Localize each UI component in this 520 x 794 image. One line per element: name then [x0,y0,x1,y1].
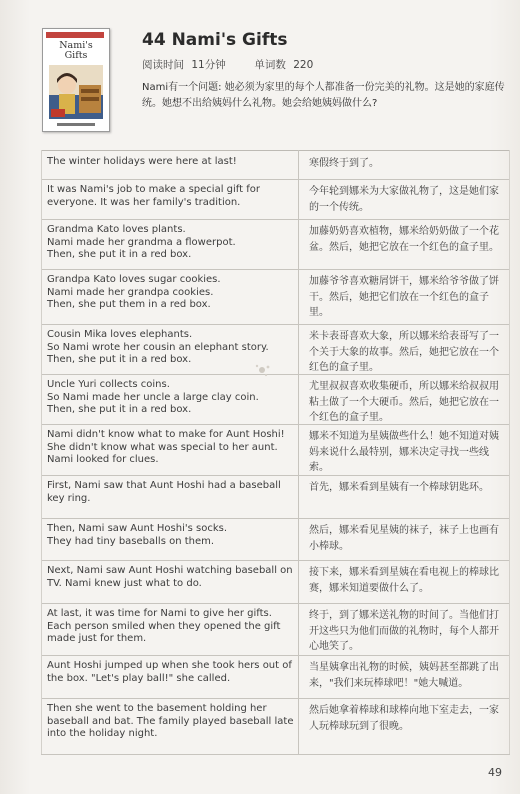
table-row [41,151,510,180]
chinese-text: 接下来，娜米看到星姨在看电视上的棒球比赛，娜米知道要做什么了。 [309,567,499,594]
english-text: The winter holidays were here at last! [47,156,237,167]
chinese-text: 当星姨拿出礼物的时候，姨妈甚至都跳了出来，"我们来玩棒球吧！"她大喊道。 [309,662,499,689]
cover-title-line2: Gifts [64,50,88,61]
reading-meta [142,57,317,72]
story-intro: Nami有一个问题: 她必须为家里的每个人都准备一份完美的礼物。这是她的家庭传统。她想不出给姨妈什么礼物。她会给她姨妈做什么? [142,82,505,109]
table-row [41,219,510,270]
chinese-text: 然后她拿着棒球和球棒向地下室走去，一家人玩棒球玩到了很晚。 [309,705,499,732]
chinese-text: 首先，娜米看到星姨有一个棒球钥匙环。 [309,482,489,493]
chinese-text: 尤里叔叔喜欢收集硬币，所以娜米给叔叔用粘土做了一个大硬币。然后，她把它放在一个红色的盒子里。 [309,381,499,423]
table-row [41,655,510,699]
table-row [41,424,510,476]
bilingual-table [41,150,510,755]
table-row [41,179,510,220]
table-right-border [509,150,510,754]
chinese-text: 终于，到了娜米送礼物的时间了。当他们打开这些只为他们而做的礼物时，每个人都开心地笑了。 [309,610,499,652]
chinese-text: 今年轮到娜米为大家做礼物了，这是她们家的一个传统。 [309,186,499,213]
cover-title [47,41,105,61]
table-row [41,374,510,425]
table-row [41,475,510,519]
table-row [41,698,510,755]
chinese-text: 寒假终于到了。 [309,158,379,169]
reading-time-label: 阅读时间 [142,59,184,71]
cover-title-line1: Nami's [59,40,93,51]
word-count-value: 220 [293,59,314,71]
english-text: It was Nami's job to make a special gift for everyone. It was her family's tradition. [47,184,260,208]
english-text: Grandpa Kato loves sugar cookies. Nami made her grandpa cookies. Then, she put them in a red box. [47,274,221,310]
table-row [41,324,510,375]
table-row [41,518,510,561]
chinese-text: 加藤爷爷喜欢糖屑饼干，娜米给爷爷做了饼干。然后，她把它们放在一个红色的盒子里。 [309,276,499,318]
page-number: 49 [488,766,502,779]
table-row [41,269,510,325]
chinese-text: 然后，娜米看见星姨的袜子，袜子上也画有小棒球。 [309,525,499,552]
ink-smudge-icon [252,361,274,379]
table-row [41,560,510,604]
story-title: 44 Nami's Gifts [142,30,288,50]
english-text: Grandma Kato loves plants. Nami made her grandma a flowerpot. Then, she put it in a red box. [47,224,236,260]
table-row [41,603,510,656]
english-text: Nami didn't know what to make for Aunt Hoshi! She didn't know what was special to her aunt. Nami looked for clues. [47,429,285,465]
english-text: Aunt Hoshi jumped up when she took hers out of the box. "Let's play ball!" she called. [47,660,292,684]
chinese-text: 米卡表哥喜欢大象，所以娜米给表哥写了一个关于大象的故事。然后，她把它放在一个红色的盒子里。 [309,331,499,373]
english-text: Then she went to the basement holding her baseball and bat. The family played baseball late into the holiday night. [47,703,294,739]
book-cover-thumbnail [42,28,110,132]
table-left-border [41,150,42,754]
chinese-text: 加藤奶奶喜欢植物，娜米给奶奶做了一个花盆。然后，她把它放在一个红色的盒子里。 [309,226,499,253]
english-text: Next, Nami saw Aunt Hoshi watching baseball on TV. Nami knew just what to do. [47,565,293,589]
english-text: First, Nami saw that Aunt Hoshi had a baseball key ring. [47,480,281,504]
table-column-divider [298,150,299,754]
reading-time-value: 11分钟 [191,59,226,71]
english-text: Uncle Yuri collects coins. So Nami made her uncle a large clay coin. Then, she put it in a red box. [47,379,259,415]
english-text: Cousin Mika loves elephants. So Nami wrote her cousin an elephant story. Then, she put it in a red box. [47,329,269,365]
english-text: Then, Nami saw Aunt Hoshi's socks. They had tiny baseballs on them. [47,523,228,547]
chinese-text: 娜米不知道为星姨做些什么！她不知道对姨妈来说什么最特别，娜米决定寻找一些线索。 [309,431,499,473]
cover-band [46,32,104,38]
english-text: At last, it was time for Nami to give her gifts. Each person smiled when they opened the gift made just for them. [47,608,281,644]
cover-illustration [49,65,103,119]
cover-publisher-mark [57,123,95,126]
word-count-label: 单词数 [254,59,286,71]
